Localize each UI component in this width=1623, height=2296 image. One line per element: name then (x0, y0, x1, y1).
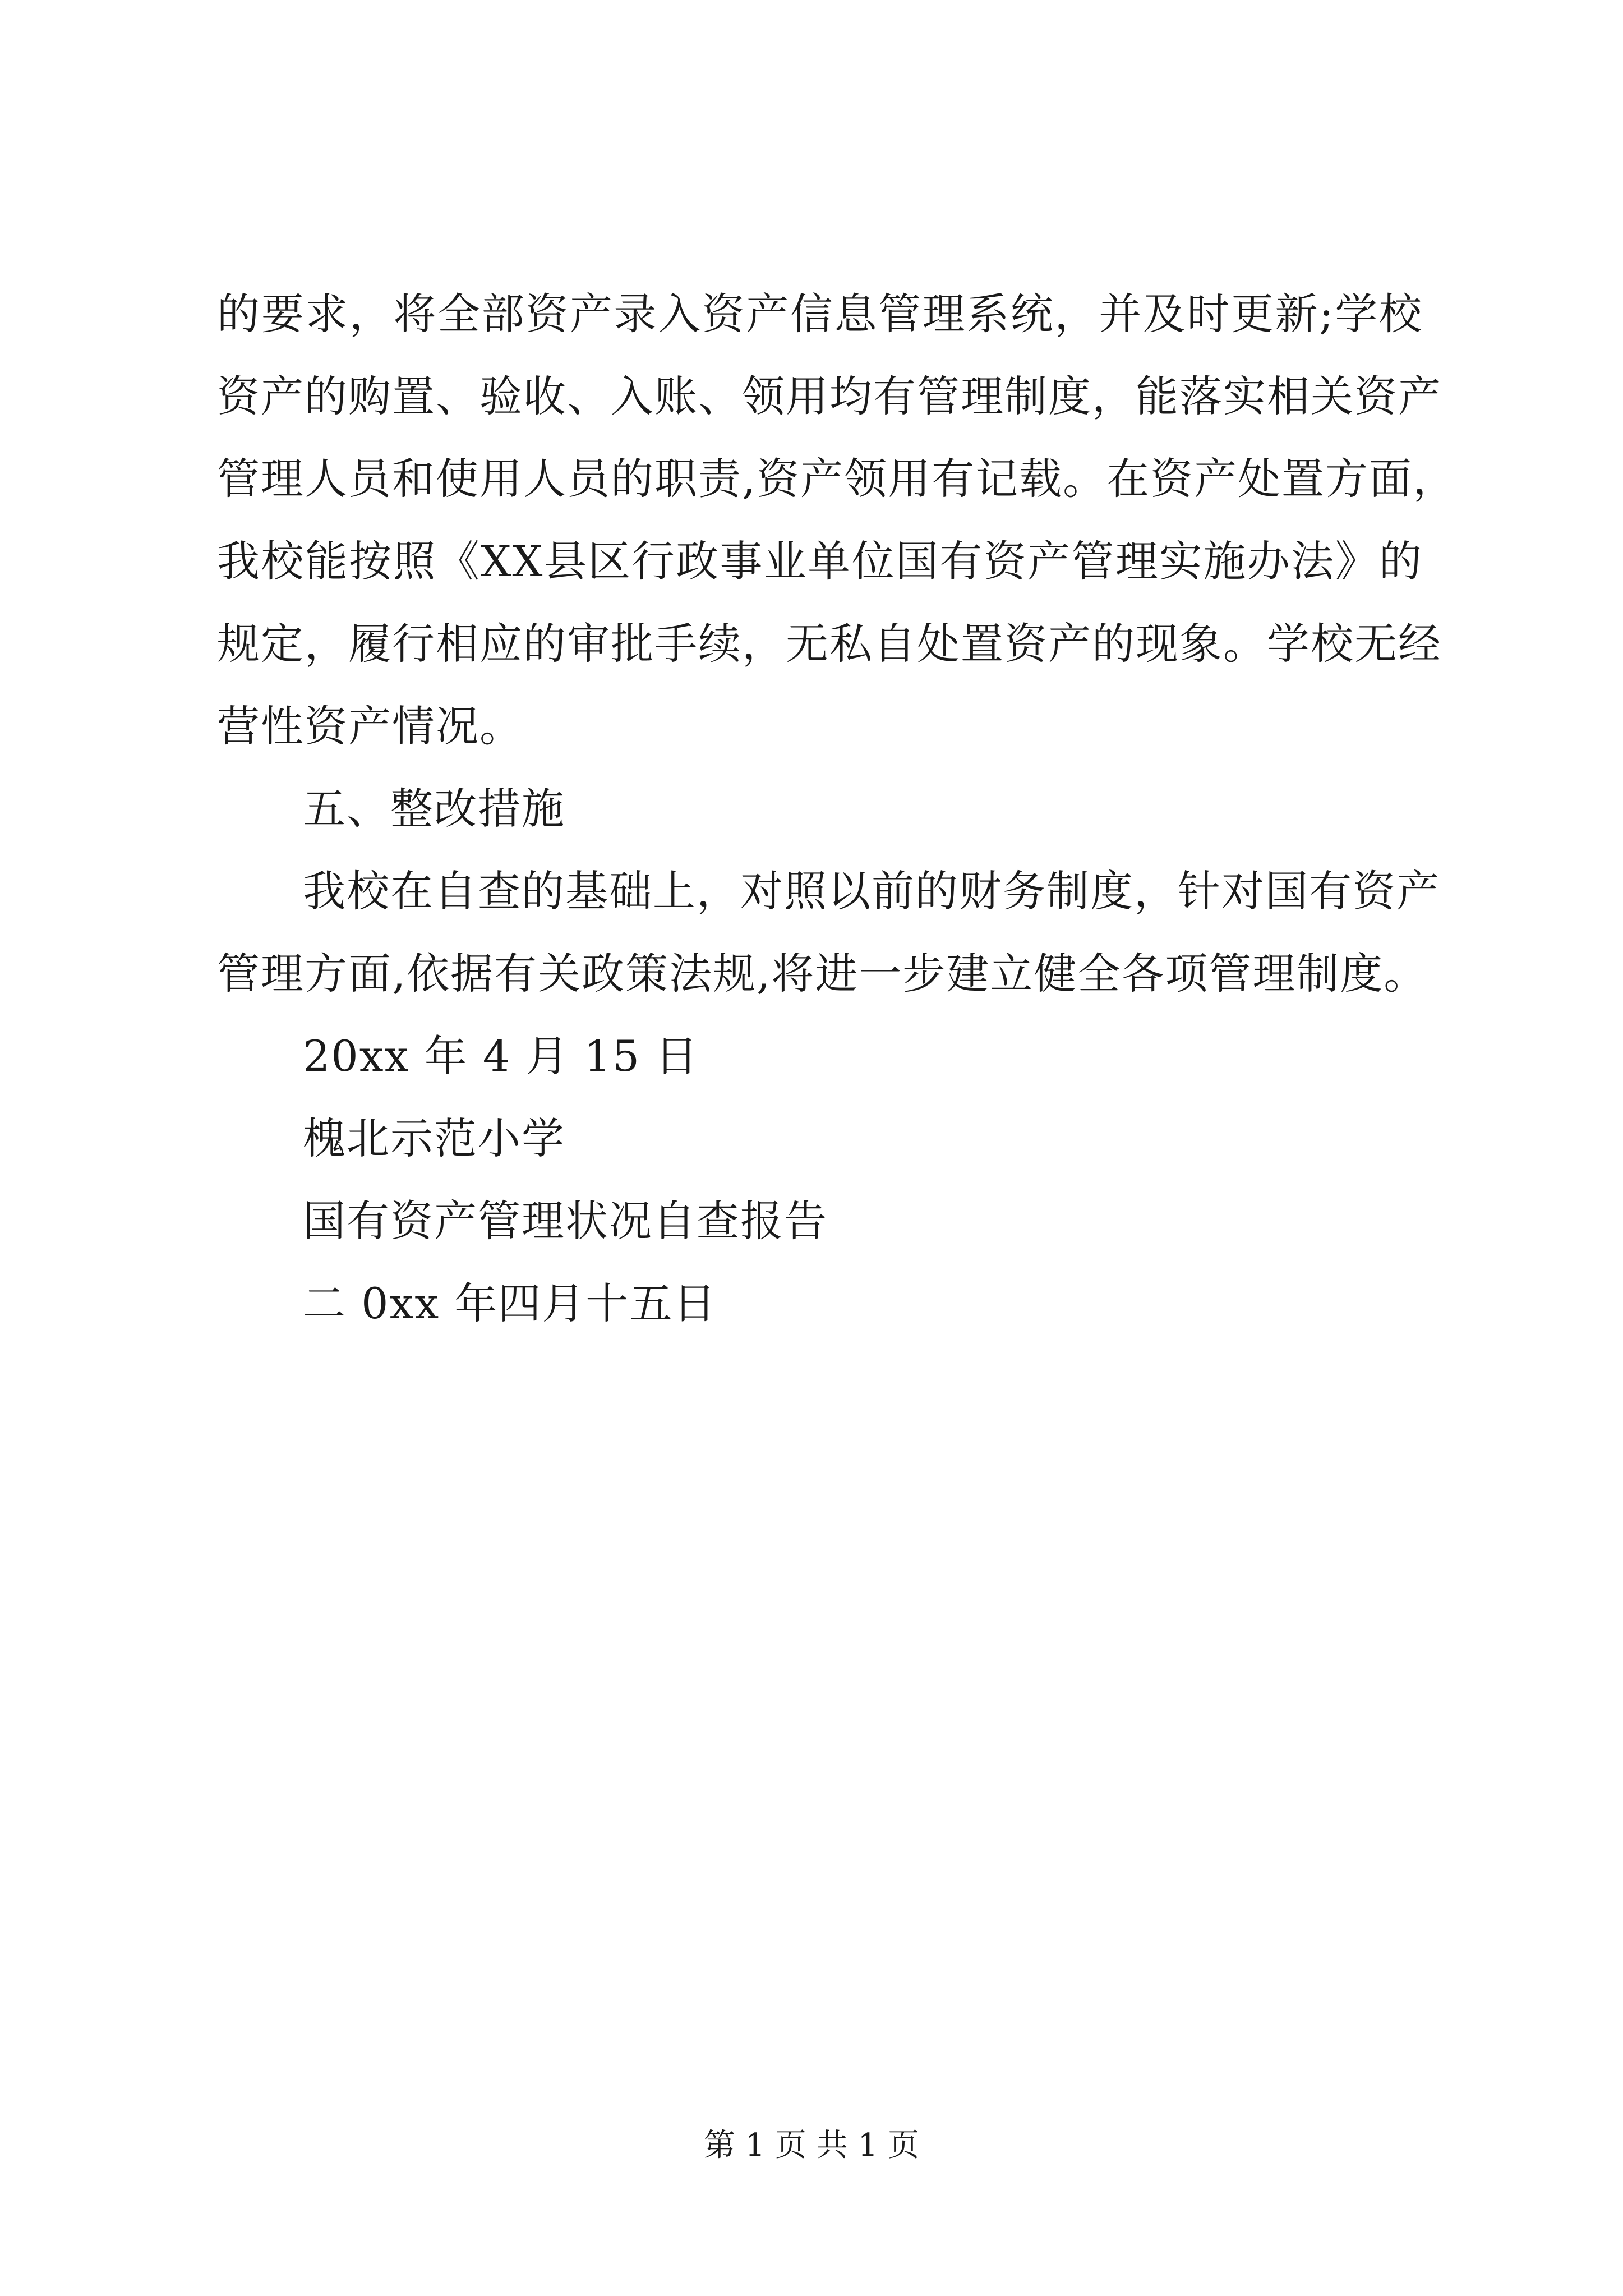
paragraph-line: 资产的购置、验收、入账、领用均有管理制度，能落实相关资产 (217, 371, 1442, 421)
paragraph-line: 我校能按照《XX县区行政事业单位国有资产管理实施办法》的 (217, 536, 1423, 586)
paragraph-line: 的要求，将全部资产录入资产信息管理系统，并及时更新;学校 (217, 289, 1423, 339)
paragraph-line: 营性资产情况。 (217, 701, 523, 751)
paragraph-line: 管理人员和使用人员的职责,资产领用有记载。在资产处置方面， (217, 454, 1457, 504)
paragraph-line: 我校在自查的基础上，对照以前的财务制度，针对国有资产 (303, 866, 1440, 916)
paragraph-line: 规定，履行相应的审批手续，无私自处置资产的现象。学校无经 (217, 619, 1442, 669)
date-chinese: 二 0xx 年四月十五日 (303, 1278, 717, 1328)
report-title: 国有资产管理状况自查报告 (303, 1196, 828, 1246)
school-name: 槐北示范小学 (303, 1114, 565, 1163)
date-line: 20xx 年 4 月 15 日 (303, 1031, 699, 1081)
paragraph-line: 管理方面,依据有关政策法规,将进一步建立健全各项管理制度。 (217, 949, 1428, 999)
section-heading: 五、整改措施 (303, 784, 565, 834)
page-footer: 第 1 页 共 1 页 (703, 2127, 920, 2164)
